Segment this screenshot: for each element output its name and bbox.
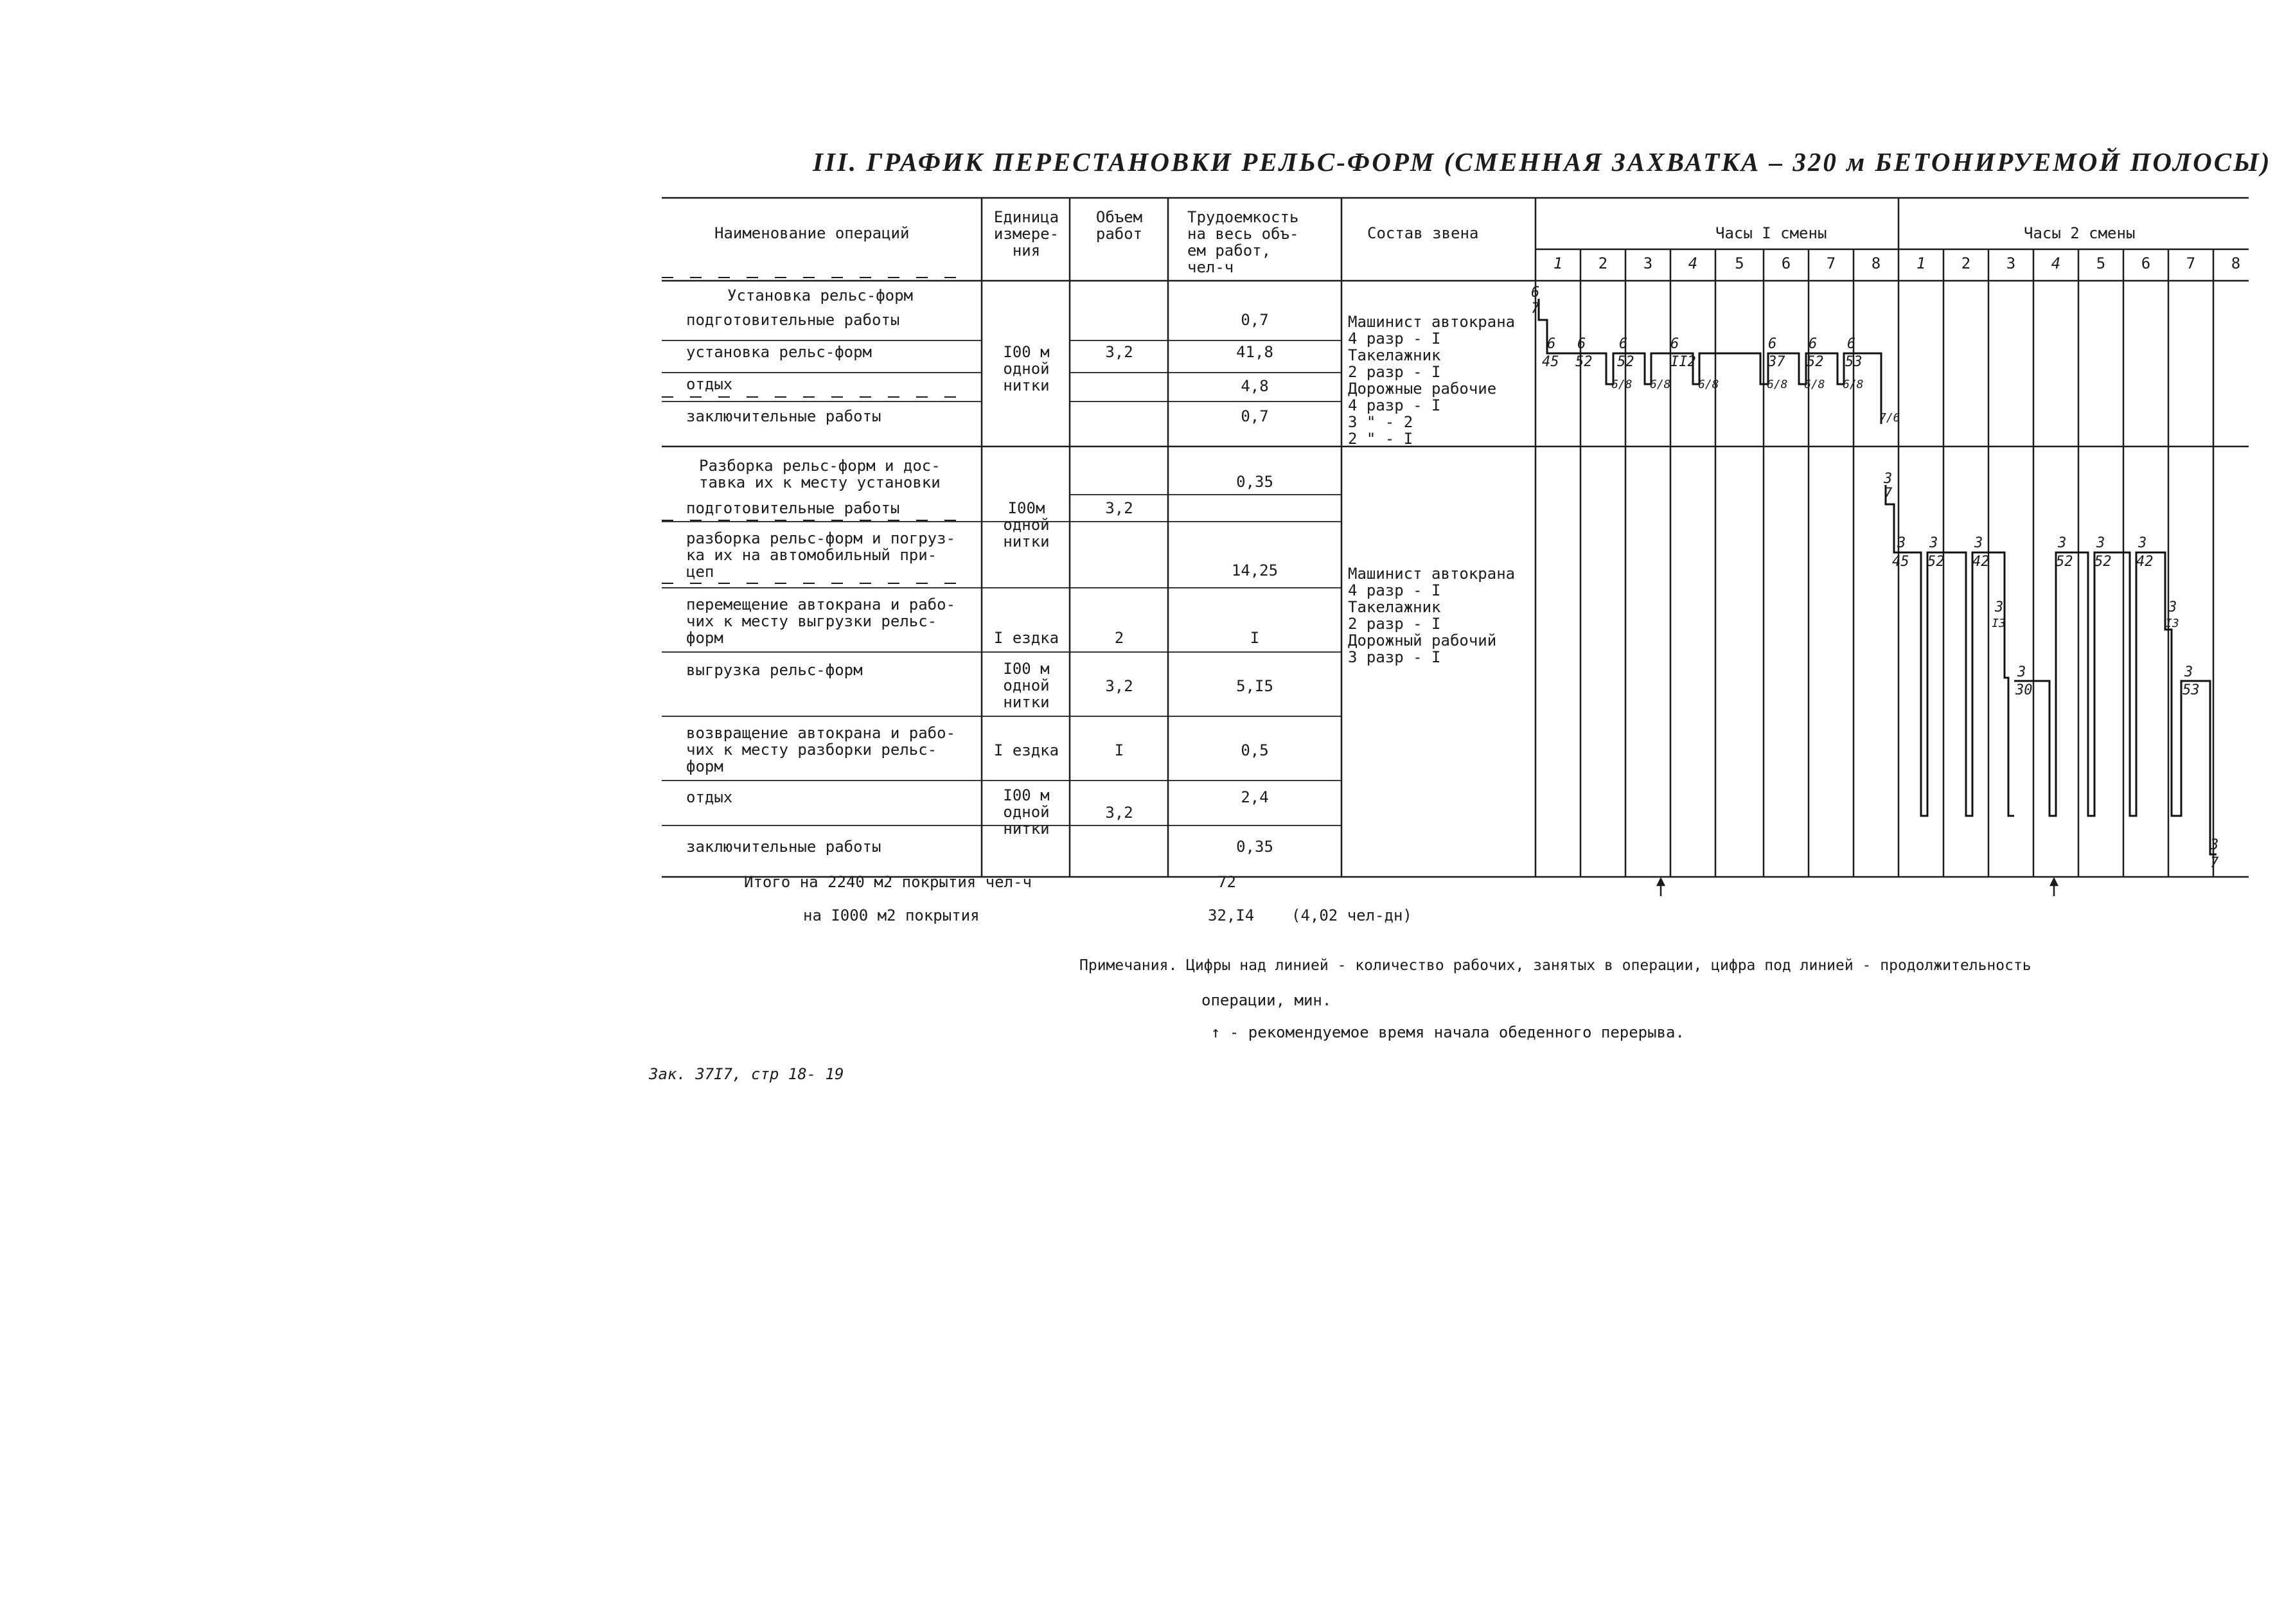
bar-label: 7 [1531,301,1540,317]
bar-label: 6 [1768,336,1777,352]
hour-label: 7 [1826,254,1836,272]
bar-label: 3 [1974,535,1983,551]
bar-label: 7 [1884,486,1893,502]
print-info: Зак. 37I7, стр 18- 19 [649,1065,844,1083]
hour-label: 8 [1871,254,1881,272]
volume-cell: I [1114,741,1124,759]
bar-label: 45 [1892,554,1909,570]
bar-label: 3 [2058,535,2067,551]
bar-label-small: 6/8 [1698,378,1719,391]
bar-label: 52 [1617,354,1634,370]
bar-label-small: 6/8 [1804,378,1825,391]
totals-label: на I000 м2 покрытия [803,906,980,924]
bar-label: 3 [2017,664,2026,680]
operation-name: отдых [686,788,733,806]
header-operation: Наименование операций [714,224,910,242]
operation-name: перемещение автокрана и рабо- чих к месту выгрузки рельс- форм [686,596,956,647]
hour-label: 1 [1553,254,1563,272]
crew-cell: Машинист автокрана 4 разр - I Такелажник 2 разр - I Дорожный рабочий 3 разр - I [1348,565,1516,666]
bar-label: 3 [2168,599,2177,615]
header-unit: Единица измере- ния [993,208,1059,260]
unit-cell: I00 м одной нитки [1003,786,1050,838]
header-crew: Состав звена [1367,224,1479,242]
bar-label: 52 [1575,354,1593,370]
totals-extra: (4,02 чел-дн) [1291,906,1412,924]
bar-label: 3 [1897,535,1906,551]
hour-label: 6 [2141,254,2151,272]
hour-label: 1 [1916,254,1926,272]
labor-cell: 0,7 [1241,407,1269,425]
bar-label: 30 [2015,682,2033,698]
bar-label: 6 [1670,336,1679,352]
bar-label: I3 [2165,617,2179,630]
bar-label: 3 [2096,535,2105,551]
bar-label: 42 [2136,554,2154,570]
header-shift1: Часы I смены [1715,224,1827,242]
header-shift2: Часы 2 смены [2024,224,2136,242]
totals-value: 72 [1217,873,1236,891]
operation-name: отдых [686,375,733,393]
volume-cell: 3,2 [1105,677,1133,695]
operation-name: разборка рельс-форм и погруз- ка их на автомобильный при- цеп [686,529,956,581]
bar-label-small: 7/6 [1879,411,1900,425]
bar-label: 6 [1577,336,1586,352]
bar-label: II2 [1670,354,1696,370]
bar-label: I3 [1992,617,2006,630]
bar-label: 52 [1807,354,1824,370]
bar-label-small: 6/8 [1650,378,1671,391]
hour-label: 4 [2051,254,2061,272]
labor-cell: 5,I5 [1236,677,1273,695]
labor-cell: 0,7 [1241,311,1269,329]
bar-label: 3 [1995,599,2004,615]
hour-label: 2 [1598,254,1608,272]
labor-cell: 4,8 [1241,377,1269,395]
bar-label: 45 [1542,354,1559,370]
labor-cell: I [1250,629,1260,647]
unit-cell: I00м одной нитки [1003,499,1050,551]
unit-cell: I00 м одной нитки [1003,343,1050,394]
operation-name: возвращение автокрана и рабо- чих к месту разборки рельс- форм [686,724,956,775]
volume-cell: 2 [1114,629,1124,647]
footnote: операции, мин. [1201,991,1332,1009]
operation-name: установка рельс-форм [686,343,872,361]
unit-cell: I ездка [993,741,1059,759]
footnote: Примечания. Цифры над линией - количество рабочих, занятых в операции, цифра под линией - продолжительность [1079,957,2032,974]
bar-label: 52 [2094,554,2112,570]
labor-cell: 14,25 [1231,561,1279,579]
bar-label-small: 6/8 [1843,378,1864,391]
volume-cell: 3,2 [1105,343,1133,361]
bar-label-small: 6/8 [1611,378,1633,391]
labor-cell: 2,4 [1241,788,1269,806]
volume-cell: 3,2 [1105,499,1133,517]
bar-label: 6 [1847,336,1856,352]
totals-value: 32,I4 [1208,906,1255,924]
hour-label: 5 [2096,254,2106,272]
section2-heading: Разборка рельс-форм и дос- тавка их к месту установки [699,457,941,491]
header-volume: Объем работ [1095,208,1143,243]
bar-label: 6 [1531,285,1540,301]
hour-label: 2 [1961,254,1971,272]
bar-label: 53 [2182,682,2200,698]
footnote: ↑ - рекомендуемое время начала обеденного перерыва. [1211,1023,1685,1041]
hour-label: 5 [1735,254,1744,272]
section1-heading: Установка рельс-форм [727,287,913,304]
bar-label: 6 [1619,336,1628,352]
bar-label: 7 [2210,855,2219,871]
bar-label: 3 [1929,535,1938,551]
labor-cell: 41,8 [1236,343,1273,361]
hour-label: 4 [1688,254,1698,272]
bar-label: 3 [2210,837,2219,853]
bar-label: 53 [1845,354,1863,370]
bar-label-small: 6/8 [1767,378,1788,391]
bar-label: 52 [1927,554,1945,570]
hour-label: 7 [2186,254,2196,272]
bar-label: 3 [2138,535,2147,551]
labor-cell: 0,35 [1236,838,1273,856]
unit-cell: I00 м одной нитки [1003,660,1050,711]
operation-name: выгрузка рельс-форм [686,661,863,679]
operation-name: подготовительные работы [686,499,900,517]
bar-label: 52 [2056,554,2073,570]
hour-label: 3 [2006,254,2016,272]
unit-cell: I ездка [993,629,1059,647]
labor-cell: 0,5 [1241,741,1269,759]
hour-label: 3 [1643,254,1653,272]
bar-label: 42 [1972,554,1990,570]
bar-label: 3 [1884,471,1893,487]
operation-name: заключительные работы [686,838,881,856]
bar-label: 37 [1768,354,1785,370]
bar-label: 3 [2184,664,2193,680]
crew-cell: Машинист автокрана 4 разр - I Такелажник 2 разр - I Дорожные рабочие 4 разр - I 3 " - 2 2 " - I [1348,313,1516,448]
page-title: III. ГРАФИК ПЕРЕСТАНОВКИ РЕЛЬС-ФОРМ (СМЕННАЯ ЗАХВАТКА – 320 м БЕТОНИРУЕМОЙ ПОЛОСЫ) [813,147,2272,177]
labor-cell: 0,35 [1236,473,1273,491]
volume-cell: 3,2 [1105,804,1133,822]
totals-label: Итого на 2240 м2 покрытия чел-ч [744,873,1032,891]
hour-label: 6 [1781,254,1791,272]
header-labor: Трудоемкость на весь объ- ем работ, чел-ч [1187,208,1299,276]
operation-name: подготовительные работы [686,311,900,329]
bar-label: 6 [1547,336,1556,352]
operation-name: заключительные работы [686,407,881,425]
hour-label: 8 [2231,254,2241,272]
bar-label: 6 [1809,336,1818,352]
